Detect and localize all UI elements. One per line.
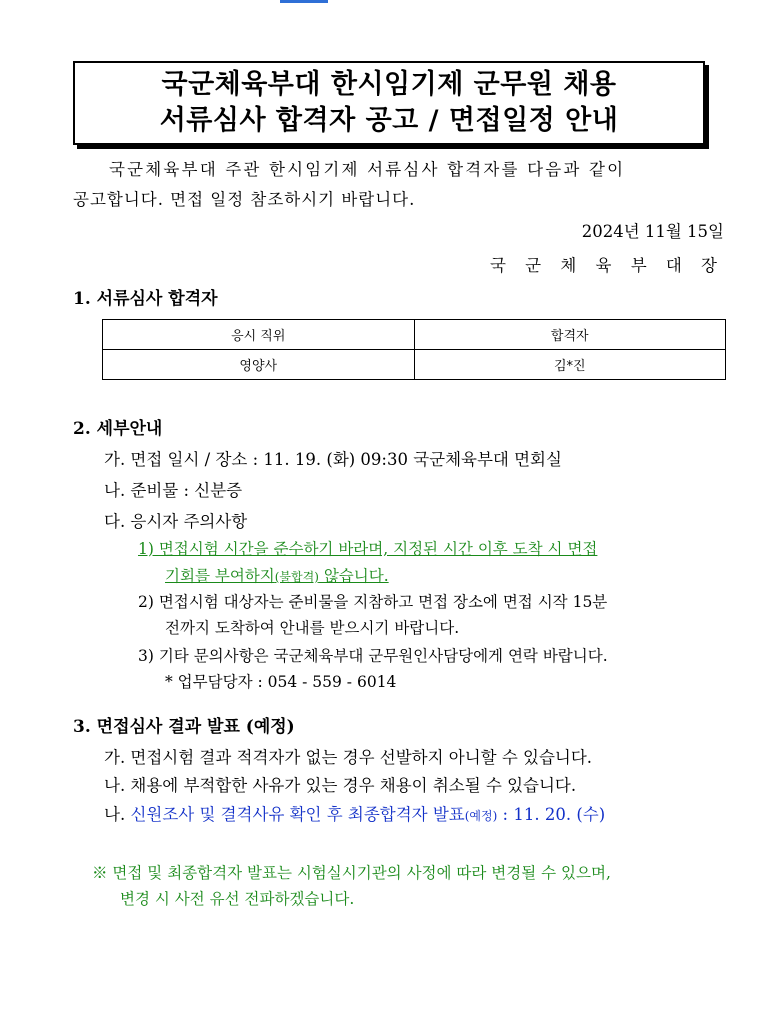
header-position: 응시 직위 [103, 320, 415, 350]
section3-heading: 3. 면접심사 결과 발표 (예정) [73, 717, 295, 737]
result-item-1: 가. 면접시험 결과 적격자가 없는 경우 선발하지 아니할 수 있습니다. [104, 748, 593, 767]
final-announcement-date: : 11. 20. (수) [497, 805, 606, 824]
notice-1-fail-note: (불합격) [274, 570, 319, 584]
title-box [73, 61, 705, 145]
result-item-3-text: 신원조사 및 결격사유 확인 후 최종합격자 발표 [130, 805, 465, 824]
notice-3-line-1: 3) 기타 문의사항은 국군체육부대 군무원인사담당에게 연락 바랍니다. [138, 647, 608, 665]
section2-heading: 2. 세부안내 [73, 419, 163, 439]
issuer: 국 군 체 육 부 대 장 [489, 256, 724, 275]
header-passer: 합격자 [414, 320, 726, 350]
intro-line-2: 공고합니다. 면접 일정 참조하시기 바랍니다. [73, 190, 416, 209]
results-table [102, 319, 726, 380]
result-item-3-tentative: (예정) [464, 809, 498, 823]
notice-2-line-2: 전까지 도착하여 안내를 받으시기 바랍니다. [165, 619, 460, 637]
footnote-line-2: 변경 시 사전 유선 전파하겠습니다. [120, 890, 355, 908]
result-item-2: 나. 채용에 부적합한 사유가 있는 경우 채용이 취소될 수 있습니다. [104, 776, 577, 795]
table-row [103, 350, 726, 380]
announcement-date: 2024년 11월 15일 [581, 222, 724, 241]
notice-2-line-1: 2) 면접시험 대상자는 준비물을 지참하고 면접 장소에 면접 시작 15분 [138, 593, 608, 611]
applicant-notes-heading: 다. 응시자 주의사항 [104, 512, 248, 531]
top-accent-bar [280, 0, 328, 3]
interview-schedule: 가. 면접 일시 / 장소 : 11. 19. (화) 09:30 국군체육부대 면회실 [104, 450, 562, 469]
table-header-row [103, 320, 726, 350]
title-line-1: 국군체육부대 한시임기제 군무원 채용 [161, 69, 617, 100]
notice-1-text-b: 않습니다. [318, 567, 389, 585]
result-item-3 [104, 801, 605, 825]
notice-1-text-a: 기회를 부여하지 [165, 567, 275, 585]
intro-paragraph [73, 155, 713, 215]
notice-1-line-2 [165, 564, 389, 586]
notice-1-line-1: 1) 면접시험 시간을 준수하기 바라며, 지정된 시간 이후 도착 시 면접 [138, 540, 598, 558]
section1-heading: 1. 서류심사 합격자 [73, 289, 218, 309]
intro-line-1: 국군체육부대 주관 한시임기제 서류심사 합격자를 다음과 같이 [109, 160, 626, 179]
footnote-line-1: ※ 면접 및 최종합격자 발표는 시험실시기관의 사정에 따라 변경될 수 있으며, [92, 864, 611, 882]
result-item-3-prefix: 나. [104, 805, 131, 824]
required-items: 나. 준비물 : 신분증 [104, 481, 243, 500]
cell-position: 영양사 [103, 350, 415, 380]
contact-info: * 업무담당자 : 054 - 559 - 6014 [165, 673, 397, 691]
title-line-2: 서류심사 합격자 공고 / 면접일정 안내 [159, 105, 619, 136]
cell-passer: 김*진 [414, 350, 726, 380]
